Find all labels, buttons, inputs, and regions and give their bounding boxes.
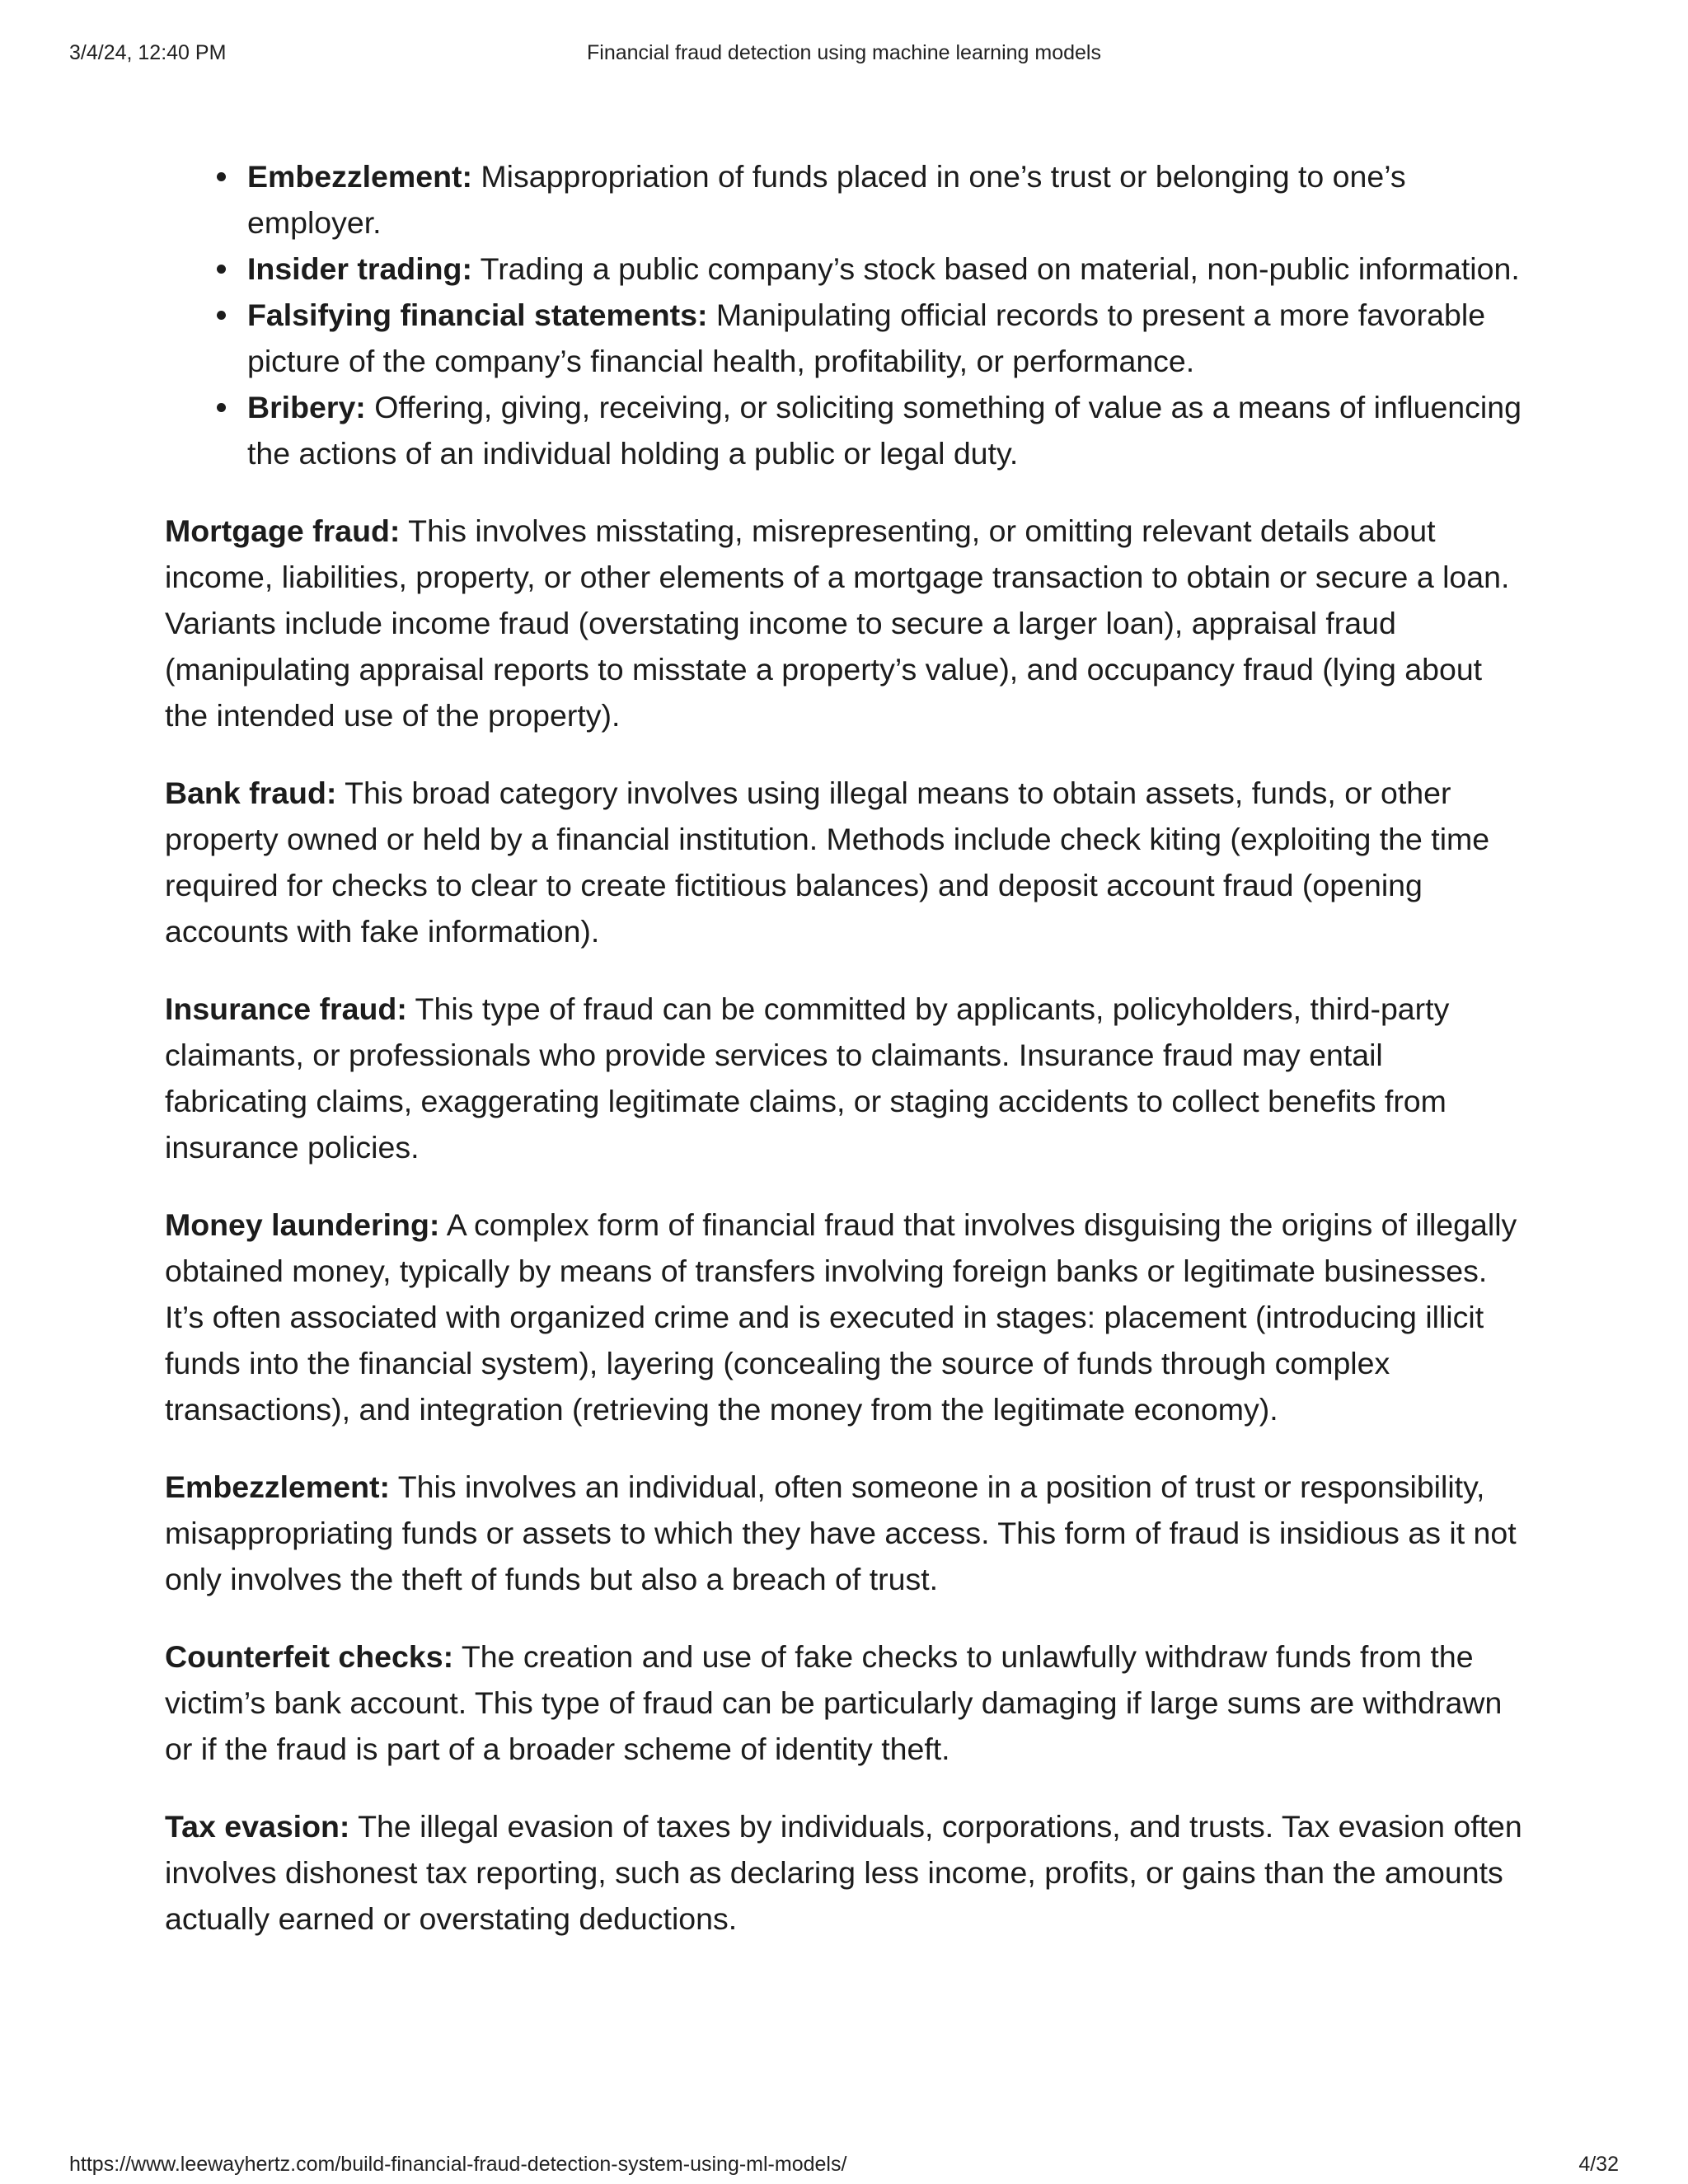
list-item-text: Offering, giving, receiving, or soliciting something of value as a means of influencing the actions of an individual holding a public or legal duty.	[247, 390, 1522, 471]
source-url[interactable]: https://www.leewayhertz.com/build-financial-fraud-detection-system-using-ml-models/	[69, 2153, 847, 2176]
bullet-icon	[217, 172, 226, 181]
paragraph-insurance-fraud	[165, 986, 1533, 1170]
paragraph-counterfeit-checks	[165, 1633, 1533, 1772]
paragraph-text: This involves misstating, misrepresenting, or omitting relevant details about income, liabilities, property, or other elements of a mortgage transaction to obtain or secure a loan. Variants include income fraud (overstating income to secure a larger loan), appraisal fraud (manipulating appraisal reports to misstate a property’s value), and occupancy fraud (lying about the intended use of the property).	[165, 513, 1510, 733]
paragraph-term: Money laundering:	[165, 1207, 440, 1242]
bullet-icon	[217, 265, 226, 274]
print-footer	[69, 2153, 1619, 2179]
paragraph-term: Embezzlement:	[165, 1469, 390, 1504]
list-item-term: Falsifying financial statements:	[247, 298, 708, 332]
list-item-text: Trading a public company’s stock based on material, non-public information.	[471, 251, 1520, 286]
list-item-term: Insider trading:	[247, 251, 472, 286]
paragraph-term: Counterfeit checks:	[165, 1639, 454, 1674]
paragraph-term: Insurance fraud:	[165, 991, 407, 1026]
paragraph-text: This broad category involves using illegal means to obtain assets, funds, or other property owned or held by a financial institution. Methods include check kiting (exploiting the time required for checks to clear to create fictitious balances) and deposit account fraud (opening accounts with fake information).	[165, 776, 1490, 949]
list-item-term: Bribery:	[247, 390, 366, 424]
paragraph-embezzlement	[165, 1464, 1533, 1602]
paragraph-text: This involves an individual, often someone in a position of trust or responsibility, misappropriating funds or assets to which they have access. This form of fraud is insidious as it not only involves the theft of funds but also a breach of trust.	[165, 1469, 1517, 1596]
paragraph-term: Mortgage fraud:	[165, 513, 401, 548]
paragraph-text: A complex form of financial fraud that involves disguising the origins of illegally obtained money, typically by means of transfers involving foreign banks or legitimate businesses. It’s often associated with organized crime and is executed in stages: placement (introducing illicit funds into the financial system), layering (concealing the source of funds through complex transactions), and integration (retrieving the money from the legitimate economy).	[165, 1207, 1517, 1427]
paragraph-term: Bank fraud:	[165, 776, 337, 810]
page-number: 4/32	[1578, 2153, 1619, 2176]
bullet-icon	[217, 403, 226, 412]
paragraph-text: The creation and use of fake checks to unlawfully withdraw funds from the victim’s bank account. This type of fraud can be particularly damaging if large sums are withdrawn or if the fraud is part of a broader scheme of identity theft.	[165, 1639, 1503, 1766]
list-item-text: Manipulating official records to present a more favorable picture of the company’s financial health, profitability, or performance.	[247, 298, 1486, 378]
list-item	[247, 292, 1533, 384]
list-item	[247, 153, 1533, 246]
paragraph-text: This type of fraud can be committed by applicants, policyholders, third-party claimants, or professionals who provide services to claimants. Insurance fraud may entail fabricating claims, exaggerating legitimate claims, or staging accidents to collect benefits from insurance policies.	[165, 991, 1450, 1165]
paragraph-tax-evasion	[165, 1803, 1533, 1942]
paragraph-mortgage-fraud	[165, 508, 1533, 738]
fraud-type-list	[165, 153, 1533, 476]
list-item	[247, 384, 1533, 476]
page-title: Financial fraud detection using machine learning models	[587, 41, 1101, 64]
article-content	[165, 153, 1533, 1973]
print-header	[69, 41, 1619, 68]
paragraph-money-laundering	[165, 1202, 1533, 1432]
list-item-term: Embezzlement:	[247, 159, 472, 194]
list-item	[247, 246, 1533, 292]
paragraph-term: Tax evasion:	[165, 1809, 350, 1844]
bullet-icon	[217, 311, 226, 320]
paragraph-text: The illegal evasion of taxes by individuals, corporations, and trusts. Tax evasion often involves dishonest tax reporting, such as declaring less income, profits, or gains than the amounts actually earned or overstating deductions.	[165, 1809, 1522, 1936]
list-item-text: Misappropriation of funds placed in one’s trust or belonging to one’s employer.	[247, 159, 1406, 240]
print-datetime: 3/4/24, 12:40 PM	[69, 41, 227, 64]
paragraph-bank-fraud	[165, 770, 1533, 954]
